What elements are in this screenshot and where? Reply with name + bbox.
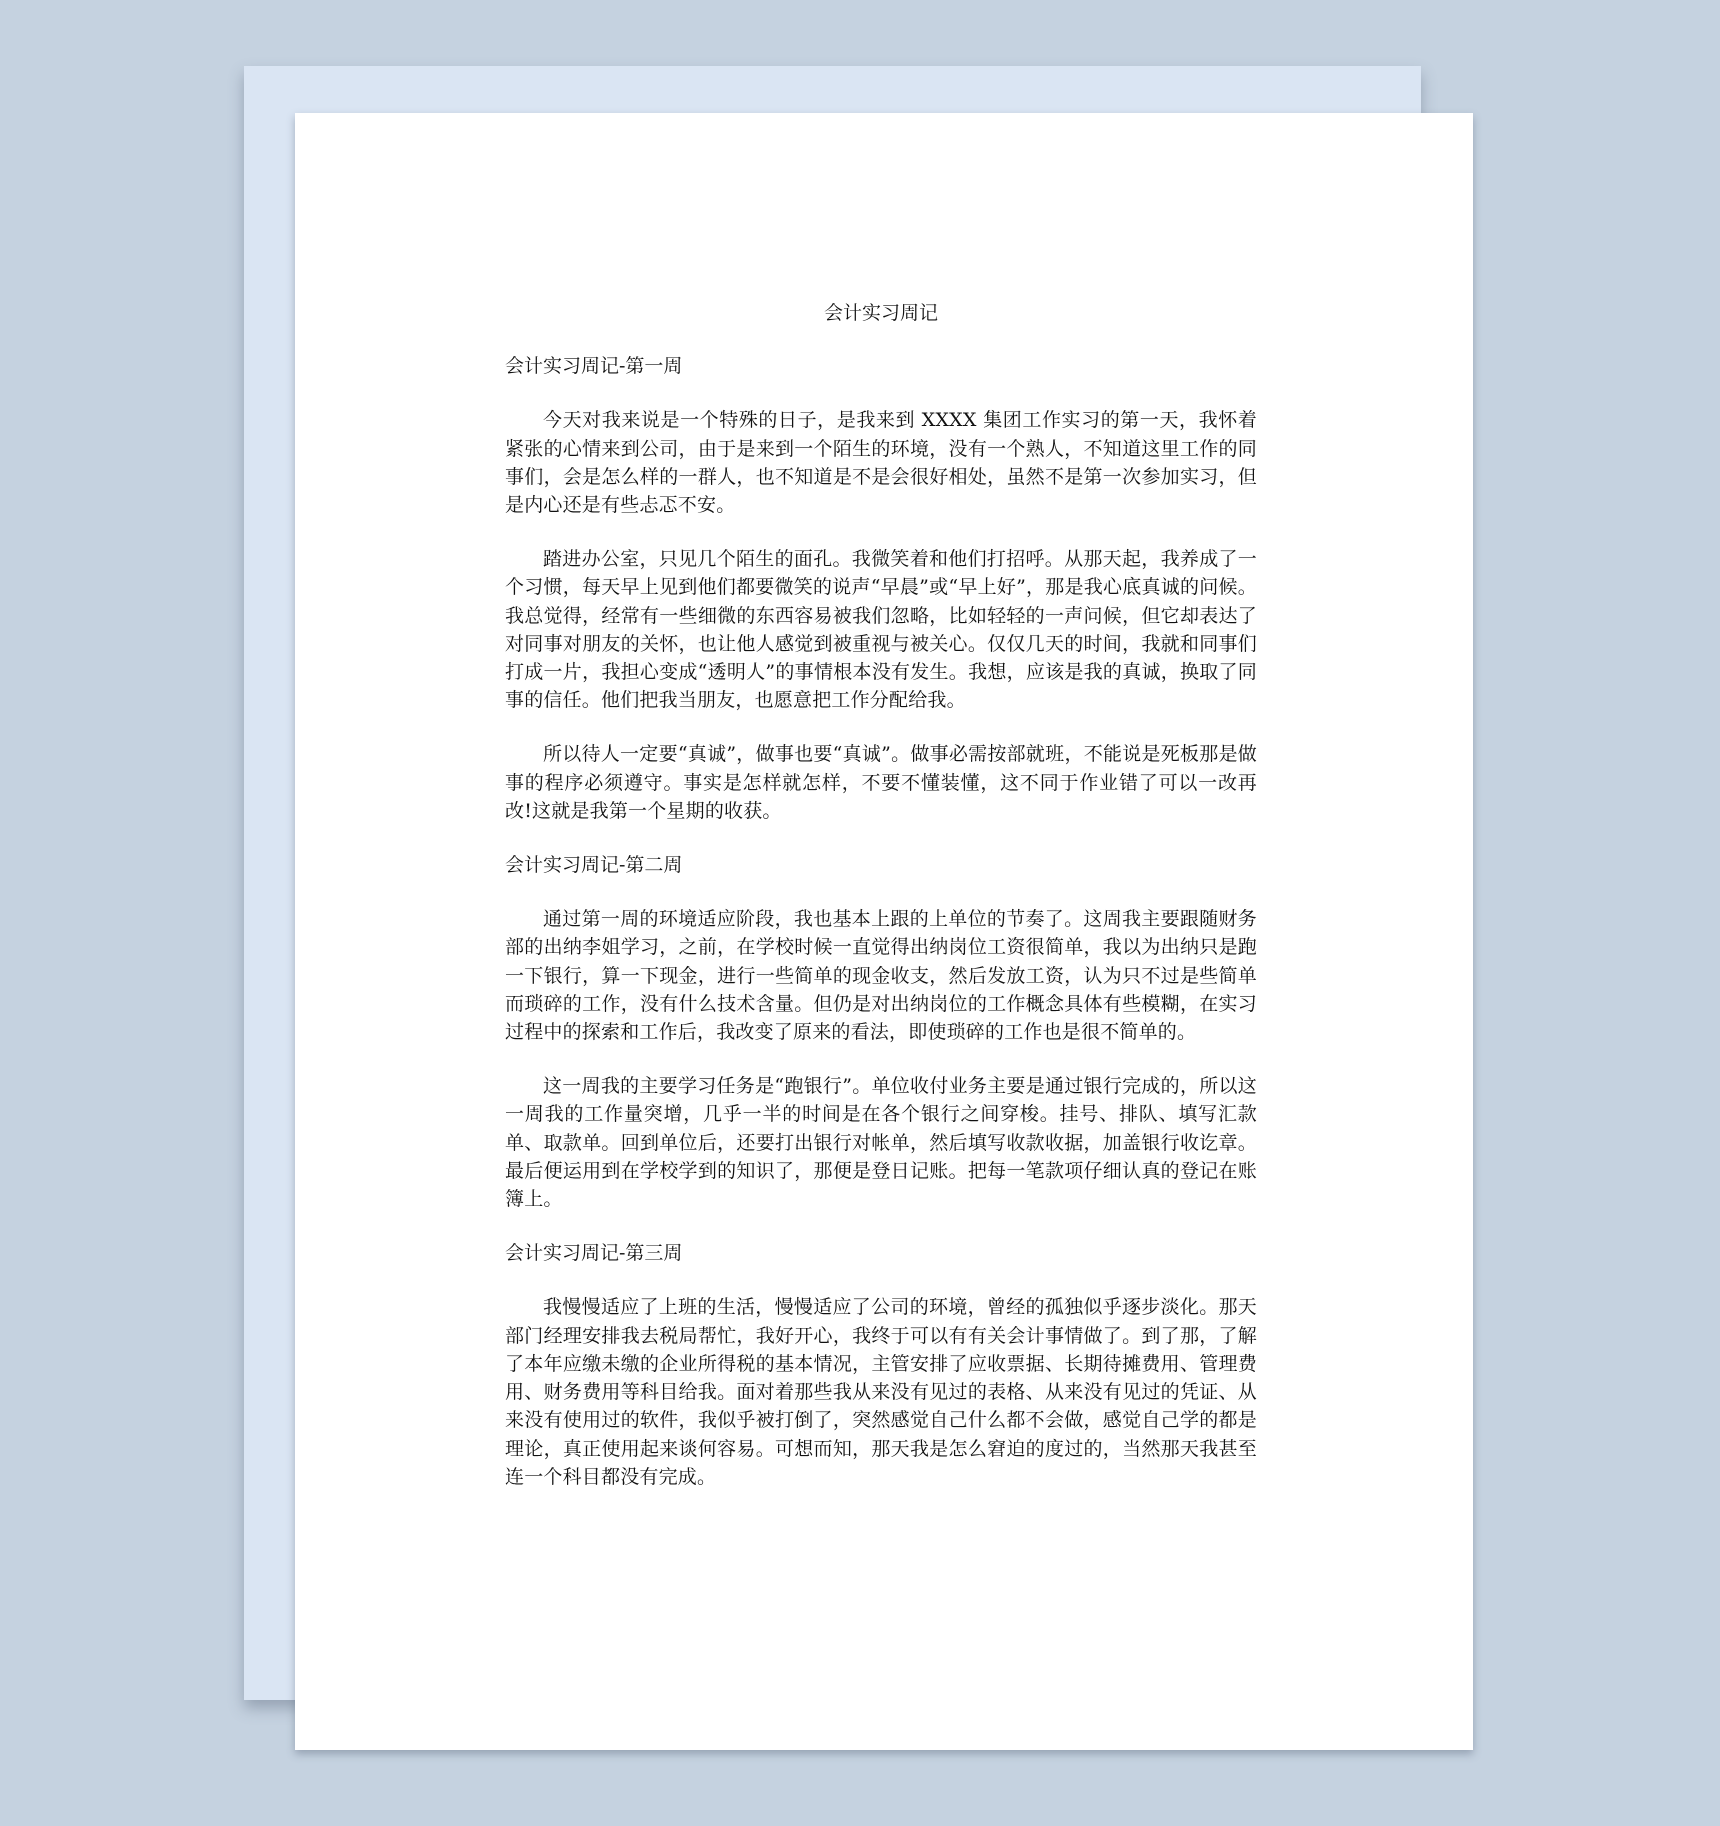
document-page	[295, 113, 1473, 1750]
section-heading: 会计实习周记-第一周	[505, 355, 683, 378]
document-title: 会计实习周记	[823, 302, 938, 324]
section-heading: 会计实习周记-第二周	[505, 854, 683, 877]
document-body	[505, 299, 1257, 1517]
paragraph: 今天对我来说是一个特殊的日子，是我来到 XXXX 集团工作实习的第一天，我怀着紧张的心情来到公司，由于是来到一个陌生的环境，没有一个熟人，不知道这里工作的同事们，会是怎么样的一群人，也不知道是不是会很好相处，虽然不是第一次参加实习，但是内心还是有些忐忑不安。	[505, 409, 1257, 517]
section-week-3	[505, 1239, 1257, 1491]
paragraph: 通过第一周的环境适应阶段，我也基本上跟的上单位的节奏了。这周我主要跟随财务部的出纳李姐学习，之前，在学校时候一直觉得出纳岗位工资很简单，我以为出纳只是跑一下银行，算一下现金，进行一些简单的现金收支，然后发放工资，认为只不过是些简单而琐碎的工作，没有什么技术含量。但仍是对出纳岗位的工作概念具体有些模糊，在实习过程中的探索和工作后，我改变了原来的看法，即使琐碎的工作也是很不简单的。	[505, 908, 1257, 1044]
section-week-1	[505, 352, 1257, 825]
paragraph: 这一周我的主要学习任务是“跑银行”。单位收付业务主要是通过银行完成的，所以这一周我的工作量突增，几乎一半的时间是在各个银行之间穿梭。挂号、排队、填写汇款单、取款单。回到单位后，还要打出银行对帐单，然后填写收款收据，加盖银行收讫章。最后便运用到在学校学到的知识了，那便是登日记账。把每一笔款项仔细认真的登记在账簿上。	[505, 1075, 1257, 1211]
section-heading: 会计实习周记-第三周	[505, 1242, 683, 1265]
section-week-2	[505, 851, 1257, 1213]
paragraph: 所以待人一定要“真诚”，做事也要“真诚”。做事必需按部就班，不能说是死板那是做事的程序必须遵守。事实是怎样就怎样，不要不懂装懂，这不同于作业错了可以一改再改!这就是我第一个星期的收获。	[505, 743, 1257, 822]
paragraph: 我慢慢适应了上班的生活，慢慢适应了公司的环境，曾经的孤独似乎逐步淡化。那天部门经理安排我去税局帮忙，我好开心，我终于可以有有关会计事情做了。到了那，了解了本年应缴未缴的企业所得税的基本情况，主管安排了应收票据、长期待摊费用、管理费用、财务费用等科目给我。面对着那些我从来没有见过的表格、从来没有见过的凭证、从来没有使用过的软件，我似乎被打倒了，突然感觉自己什么都不会做，感觉自己学的都是理论，真正使用起来谈何容易。可想而知，那天我是怎么窘迫的度过的，当然那天我甚至连一个科目都没有完成。	[505, 1296, 1257, 1488]
paragraph: 踏进办公室，只见几个陌生的面孔。我微笑着和他们打招呼。从那天起，我养成了一个习惯，每天早上见到他们都要微笑的说声“早晨”或“早上好”，那是我心底真诚的问候。我总觉得，经常有一些细微的东西容易被我们忽略，比如轻轻的一声问候，但它却表达了对同事对朋友的关怀，也让他人感觉到被重视与被关心。仅仅几天的时间，我就和同事们打成一片，我担心变成“透明人”的事情根本没有发生。我想，应该是我的真诚，换取了同事的信任。他们把我当朋友，也愿意把工作分配给我。	[505, 548, 1257, 712]
